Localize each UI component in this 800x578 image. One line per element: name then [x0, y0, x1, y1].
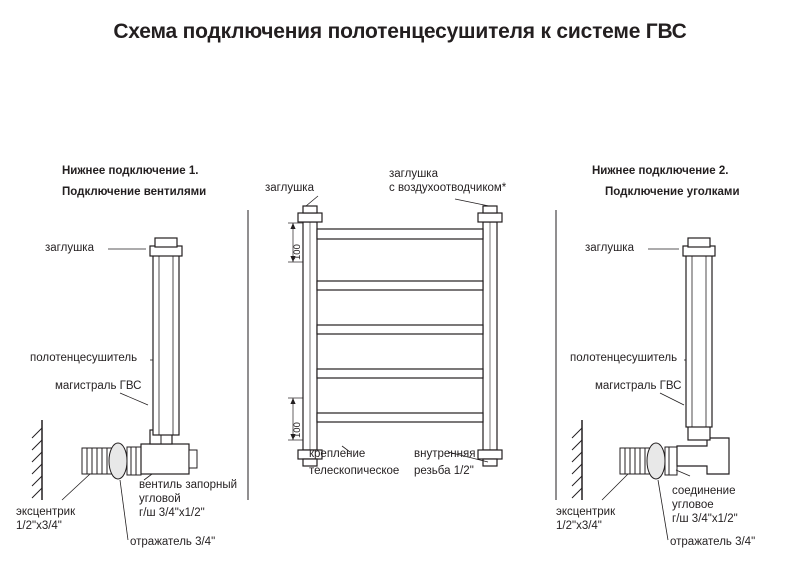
left-label-eccentric-line2: 1/2"х3/4" — [16, 520, 62, 532]
left-label-eccentric-line1: эксцентрик — [16, 506, 76, 518]
right-label-elbow-line2: угловое — [672, 499, 714, 511]
center-label-mount-line1: крепление — [309, 448, 366, 460]
left-label-valve-line2: угловой — [139, 493, 181, 505]
right-label-elbow-line3: г/ш 3/4"х1/2" — [672, 513, 738, 525]
center-dimension-top: 100 — [292, 244, 303, 260]
center-label-thread-line1: внутренняя — [414, 448, 476, 460]
center-dimension-bottom: 100 — [292, 422, 303, 438]
right-panel-heading-1: Нижнее подключение 2. — [592, 165, 729, 177]
page-title: Схема подключения полотенцесушителя к системе ГВС — [113, 20, 687, 43]
left-label-main-line: магистраль ГВС — [55, 380, 142, 392]
center-label-thread-line2: резьба 1/2" — [414, 465, 474, 477]
center-ladder — [288, 196, 502, 466]
left-label-cap: заглушка — [45, 242, 94, 254]
right-label-towel-rail: полотенцесушитель — [570, 352, 678, 364]
left-label-towel-rail: полотенцесушитель — [30, 352, 138, 364]
left-label-valve-line1: вентиль запорный — [139, 479, 238, 491]
center-label-cap-air-line1: заглушка — [389, 168, 438, 180]
center-label-cap-air-line2: с воздухоотводчиком* — [389, 182, 507, 194]
right-label-reflector: отражатель 3/4" — [670, 536, 756, 548]
right-label-cap: заглушка — [585, 242, 634, 254]
right-label-eccentric-line1: эксцентрик — [556, 506, 616, 518]
right-panel-heading-2: Подключение уголками — [605, 186, 740, 198]
left-label-valve-line3: г/ш 3/4"x1/2" — [139, 507, 205, 519]
right-label-eccentric-line2: 1/2"х3/4" — [556, 520, 602, 532]
center-label-mount-line2: телескопическое — [309, 465, 400, 477]
right-label-elbow-line1: соединение — [672, 485, 736, 497]
left-panel-heading-2: Подключение вентилями — [62, 186, 207, 198]
right-label-main-line: магистраль ГВС — [595, 380, 682, 392]
center-label-cap: заглушка — [265, 182, 314, 194]
left-panel-heading-1: Нижнее подключение 1. — [62, 165, 199, 177]
left-label-reflector: отражатель 3/4" — [130, 536, 216, 548]
